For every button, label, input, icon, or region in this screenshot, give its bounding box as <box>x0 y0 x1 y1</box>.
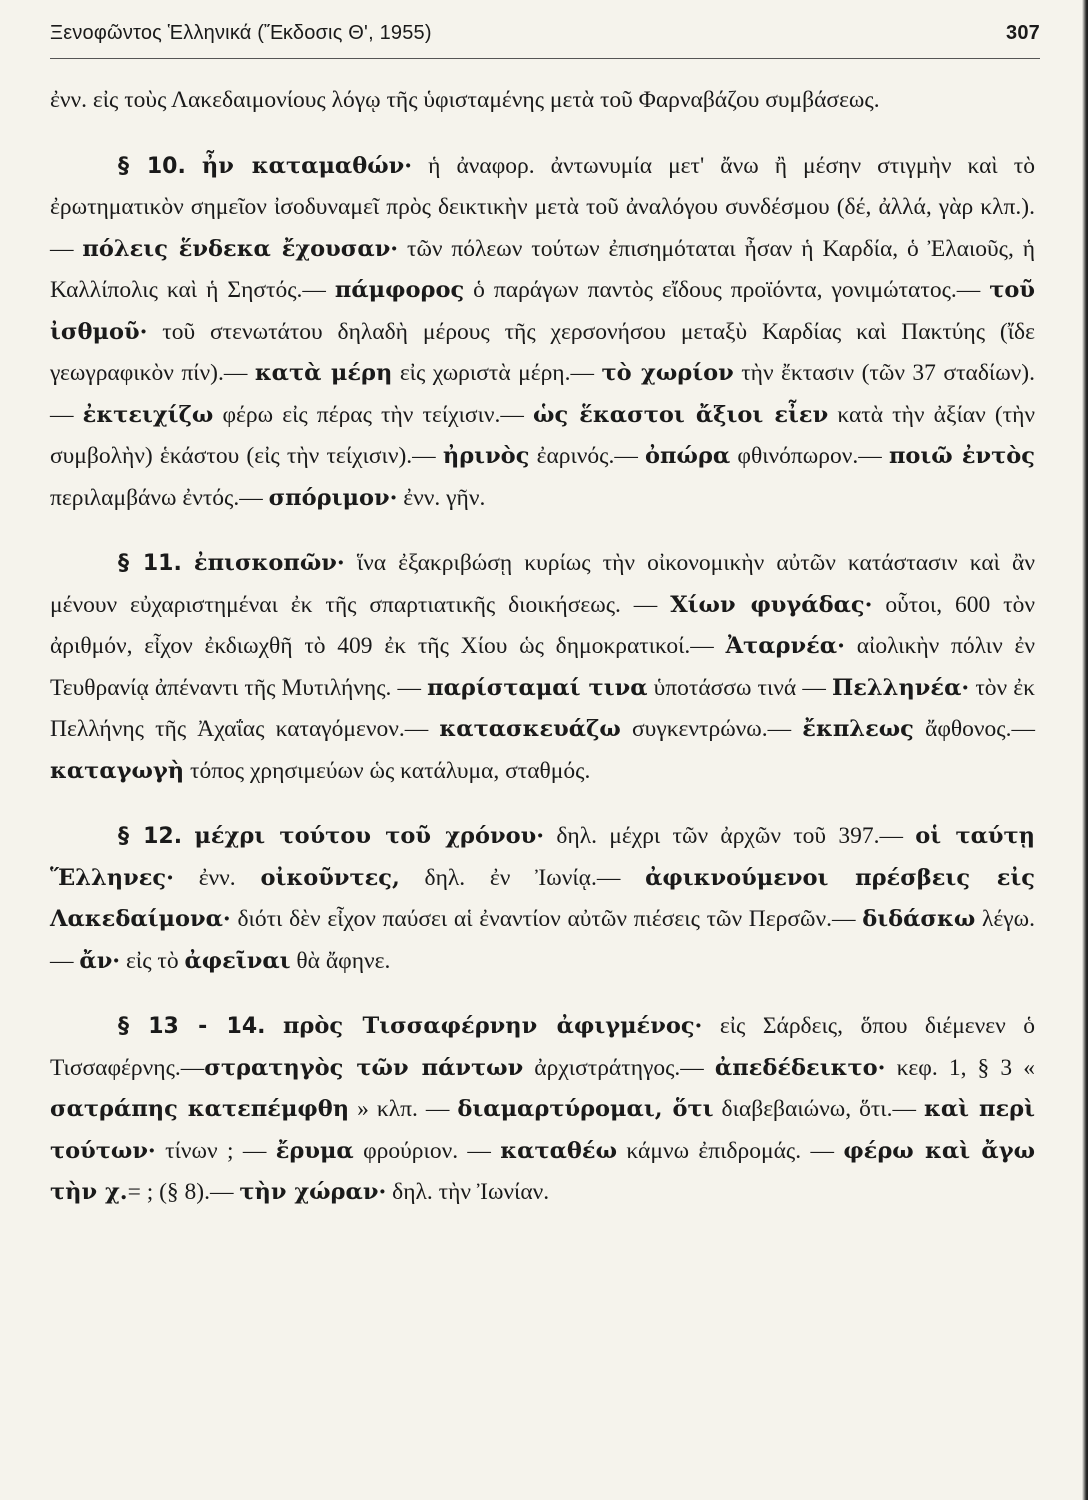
lemma: καταθέω <box>500 1137 618 1164</box>
page-number: 307 <box>1006 22 1040 44</box>
gloss-text: ὑποτάσσω τινά — <box>647 674 832 701</box>
lemma: σπόριμον· <box>268 484 398 511</box>
lemma: οἰκοῦντες, <box>260 864 400 891</box>
gloss-text: δηλ. μέχρι τῶν ἀρχῶν τοῦ 397.— <box>544 823 916 849</box>
gloss-text: δηλ. ἐν Ἰωνίᾳ.— <box>399 864 646 891</box>
lemma: ἔρυμα <box>275 1137 354 1164</box>
gloss-text: » κλπ. — <box>349 1096 458 1122</box>
lemma: κατὰ μέρη <box>254 360 393 386</box>
section-number: § 10. <box>118 153 186 179</box>
gloss-text: τίνων ; — <box>155 1137 276 1164</box>
lemma: ἀπεδέδεικτο· <box>714 1054 886 1081</box>
lemma: διαμαρτύρομαι, ὅτι <box>457 1096 714 1122</box>
lemma: Πελληνέα· <box>831 674 970 701</box>
section-paragraph <box>50 1006 1035 1214</box>
lemma: ἐκτειχίζω <box>82 401 214 428</box>
gloss-text: διαβεβαιώνω, ὅτι.— <box>713 1096 924 1122</box>
gloss-text: δηλ. τὴν Ἰωνίαν. <box>386 1179 550 1205</box>
gloss-text: εἰς τὸ <box>120 947 185 974</box>
lemma: παρίσταμαί τινα <box>427 674 648 701</box>
page-edge-shadow <box>1082 0 1088 1500</box>
gloss-text: τὸν ἐκ Πελλήνης τῆς Ἀχαΐας καταγόμενον.— <box>50 674 1035 742</box>
lemma: ἐπισκοπῶν· <box>193 550 345 576</box>
lemma: τὸ χωρίον <box>601 360 734 386</box>
lemma: φέρω καὶ ἄγω τὴν χ. <box>50 1137 1036 1205</box>
lemma: πόλεις ἕνδεκα ἔχουσαν· <box>82 235 399 262</box>
lemma: ἔκπλεως <box>802 716 914 742</box>
lemma: ὡς ἕκαστοι ἄξιοι εἶεν <box>533 401 829 428</box>
gloss-text: κεφ. 1, § 3 « <box>885 1054 1036 1081</box>
section-paragraph <box>50 146 1035 520</box>
lemma: ἠρινὸς <box>442 443 530 469</box>
header-rule <box>50 58 1040 59</box>
lemma: σατράπης κατεπέμφθη <box>50 1096 350 1122</box>
gloss-text: ἄφθονος.— <box>913 716 1035 742</box>
gloss-text: κάμνω ἐπιδρομάς. — <box>617 1137 844 1164</box>
lemma: ἄν· <box>79 947 121 974</box>
lemma: κατασκευάζω <box>439 716 621 742</box>
gloss-text: τὴν ἔκτασιν (τῶν 37 σταδίων).— <box>50 360 1036 428</box>
gloss-text: οὗτοι, 600 τὸν ἀριθμόν, εἶχον ἐκδιωχθῆ τὸ 409 ἐκ τῆς Χίου ὡς δημοκρατικοί.— <box>50 591 1035 659</box>
section-paragraph <box>50 543 1035 792</box>
lemma: ἦν καταμαθών· <box>201 152 413 179</box>
gloss-text: θὰ ἄφηνε. <box>290 947 391 974</box>
commentary-body <box>50 80 1035 1214</box>
gloss-text: ἐνν. <box>173 864 261 891</box>
gloss-text: = ; (§ 8).— <box>127 1179 240 1205</box>
lemma: μέχρι τούτου τοῦ χρόνου· <box>194 823 545 849</box>
lemma: οἱ ταύτῃ Ἕλληνες· <box>50 823 1036 891</box>
gloss-text: εἰς χωριστὰ μέρη.— <box>392 360 602 386</box>
gloss-text: συγκεντρώνω.— <box>620 716 803 742</box>
gloss-text: ἐαρινός.— <box>529 443 646 469</box>
running-header <box>50 22 1040 45</box>
lemma: ἀφικνούμενοι πρέσβεις εἰς Λακεδαίμονα· <box>50 864 1035 932</box>
gloss-text: διότι δὲν εἶχον παύσει αἱ ἐναντίον αὐτῶν πιέσεις τῶν Περσῶν.— <box>230 906 863 932</box>
lemma: Χίων φυγάδας· <box>670 591 873 618</box>
lemma: ποιῶ ἐντὸς <box>888 443 1035 469</box>
lemma: καταγωγὴ <box>50 757 185 784</box>
section-number: § 12. <box>118 824 183 849</box>
gloss-text: ἐνν. εἰς τοὺς Λακεδαιμονίους λόγῳ τῆς ὑφισταμένης μετὰ τοῦ Φαρναβάζου συμβάσεως. <box>50 87 880 113</box>
gloss-text: εἰς Σάρδεις, ὅπου διέμενεν ὁ Τισσαφέρνης.— <box>50 1013 1035 1081</box>
gloss-text: ἐνν. γῆν. <box>397 484 486 511</box>
gloss-text: ἀρχιστράτηγος.— <box>523 1054 715 1081</box>
gloss-text: περιλαμβάνω ἐντός.— <box>50 484 269 511</box>
lemma: τοῦ ἰσθμοῦ· <box>50 277 1035 345</box>
continuation-paragraph <box>50 80 1035 122</box>
gloss-text: φρούριον. — <box>353 1137 501 1164</box>
section-number: § 11. <box>118 551 182 576</box>
gloss-text: φέρω εἰς πέρας τὴν τείχισιν.— <box>213 401 534 428</box>
lemma: ἀφεῖναι <box>184 947 291 974</box>
gloss-text: ἡ ἀναφορ. ἀντωνυμία μετ' ἄνω ἢ μέσην στιγμὴν καὶ τὸ ἐρωτηματικὸν σημεῖον ἰσοδυναμεῖ πρὸς δεικτικὴν μετὰ τοῦ ἀναλόγου συνδέσμου (δέ, ἀλλά, γὰρ κλπ.).— <box>50 152 1035 262</box>
gloss-text: ὁ παράγων παντὸς εἴδους προϊόντα, γονιμώτατος.— <box>464 277 990 303</box>
gloss-text: τῶν πόλεων τούτων ἐπισημόταται ἦσαν ἡ Καρδία, ὁ Ἐλαιοῦς, ἡ Καλλίπολις καὶ ἡ Σηστός.— <box>50 235 1035 303</box>
gloss-text: τοῦ στενωτάτου δηλαδὴ μέρους τῆς χερσονήσου μεταξὺ Καρδίας καὶ Πακτύης (ἴδε γεωγραφικὸν πίν).— <box>50 318 1035 386</box>
gloss-text: φθινόπωρον.— <box>730 443 889 469</box>
gloss-text: ἵνα ἐξακριβώσῃ κυρίως τὴν οἰκονομικὴν αὐτῶν κατάστασιν καὶ ἂν μένουν εὐχαριστημέναι ἐκ τῆς σπαρτιατικῆς διοικήσεως. — <box>50 550 1035 618</box>
lemma: Ἀταρνέα· <box>725 633 845 659</box>
lemma: τὴν χώραν· <box>239 1179 387 1205</box>
section-paragraph <box>50 816 1035 982</box>
lemma: στρατηγὸς τῶν πάντων <box>204 1054 524 1081</box>
gloss-text: λέγω. — <box>50 906 1035 974</box>
lemma: καὶ περὶ τούτων· <box>50 1096 1035 1164</box>
lemma: ὀπώρα <box>645 443 731 469</box>
running-title: Ξενοφῶντος Ἑλληνικά (Ἔκδοσις Θ', 1955) <box>50 22 432 44</box>
gloss-text: αἰολικὴν πόλιν ἐν Τευθρανίᾳ ἀπέναντι τῆς Μυτιλήνης. — <box>50 633 1035 701</box>
gloss-text: κατὰ τὴν ἀξίαν (τὴν συμβολὴν) ἑκάστου (εἰς τὴν τείχισιν).— <box>50 401 1036 469</box>
lemma: πρὸς Τισσαφέρνην ἀφιγμένος· <box>282 1013 703 1039</box>
lemma: διδάσκω <box>862 906 976 932</box>
gloss-text: τόπος χρησιμεύων ὡς κατάλυμα, σταθμός. <box>184 757 591 784</box>
lemma: πάμφορος <box>334 277 465 303</box>
section-number: § 13 - 14. <box>118 1014 266 1039</box>
